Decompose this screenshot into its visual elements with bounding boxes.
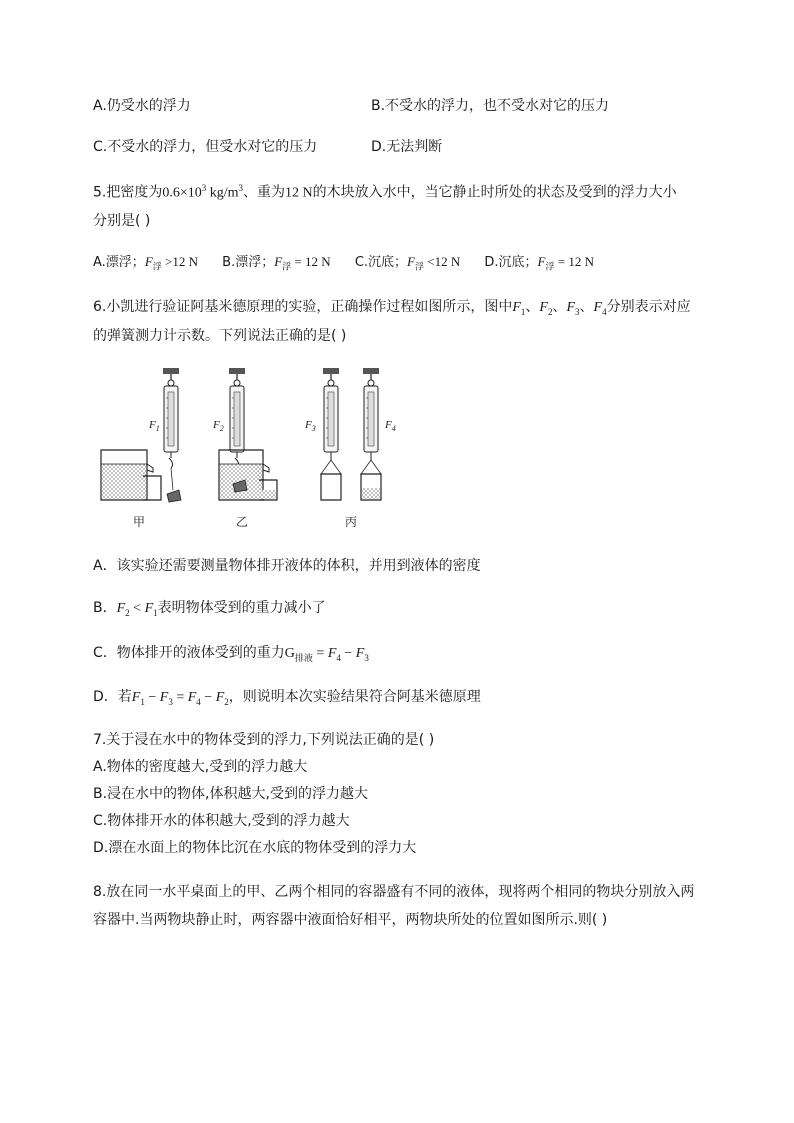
q7-option-b: B.浸在水中的物体,体积越大,受到的浮力越大 [93, 786, 368, 802]
q8-stem-line1: 8.放在同一水平桌面上的甲、乙两个相同的容器盛有不同的液体，现将两个相同的物块分别放入两 [93, 884, 695, 900]
svg-text:F3: $F_3$ [305, 419, 316, 433]
q5-stem-line2: 分别是( ) [93, 213, 151, 229]
q4-option-b: B.不受水的浮力，也不受水对它的压力 [371, 98, 610, 114]
q6-option-c: C．物体排开的液体受到的重力$G_{排液} = F_4 - F_3$ [93, 645, 369, 664]
q7-option-a: A.物体的密度越大,受到的浮力越大 [93, 759, 308, 775]
label-jia: 甲 [133, 515, 146, 529]
svg-text:F4: $F_4$ [385, 419, 396, 433]
object-block [167, 490, 181, 502]
q5-option-d: D.沉底；$F_浮 = 12$ N [484, 254, 594, 273]
q7-stem: 7.关于浸在水中的物体受到的浮力,下列说法正确的是( ) [93, 732, 435, 748]
q4-option-a: A.仍受水的浮力 [93, 98, 191, 114]
setup-yi [212, 368, 277, 529]
q6-stem-line2: 的弹簧测力计示数。下列说法正确的是( ) [93, 328, 347, 344]
q4-option-c: C.不受水的浮力，但受水对它的压力 [93, 139, 318, 155]
q5-stem-line1: 5.把密度为$0.6\times 10^3$ $kg/m^3$、重为12 N的木块放入水中，当它静止时所处的状态及受到的浮力大小 [93, 183, 677, 201]
q6-option-b: B．$F_2 < F_1$表明物体受到的重力减小了 [93, 600, 326, 618]
q5-option-b: B.漂浮；$F_浮 = 12$ N [222, 254, 331, 273]
setup-bing [304, 368, 396, 529]
q8-stem-line2: 容器中.当两物块静止时，两容器中液面恰好相平，两物块所处的位置如图所示.则( ) [93, 912, 608, 928]
q6-option-a: A．该实验还需要测量物体排开液体的体积，并用到液体的密度 [93, 558, 481, 574]
label-bing: 丙 [345, 515, 358, 529]
q6-stem-line1: 6.小凯进行验证阿基米德原理的实验，正确操作过程如图所示，图中$F_1$、$F_2$、$F_3$、$F_4$分别表示对应 [93, 299, 691, 317]
small-beaker-empty [321, 474, 341, 500]
experiment-figure [95, 368, 425, 530]
label-yi: 乙 [236, 515, 249, 529]
q4-option-d: D.无法判断 [371, 139, 443, 155]
svg-text:F2: $F_2$ [213, 419, 224, 433]
q7-option-c: C.物体排开水的体积越大,受到的浮力越大 [93, 813, 350, 829]
svg-text:F1: $F_1$ [149, 419, 160, 433]
q6-option-d: D．若$F_1 - F_3 = F_4 - F_2$，则说明本次实验结果符合阿基米德原理 [93, 689, 481, 707]
q5-option-a: A.漂浮；$F_浮 >12$ N [93, 254, 199, 273]
q5-option-c: C.沉底；$F_浮 <12$ N [354, 254, 461, 273]
ceiling-mount [163, 368, 179, 374]
q7-option-d: D.漂在水面上的物体比沉在水底的物体受到的浮力大 [93, 840, 417, 856]
q5-options [93, 252, 614, 278]
setup-jia [101, 368, 181, 529]
